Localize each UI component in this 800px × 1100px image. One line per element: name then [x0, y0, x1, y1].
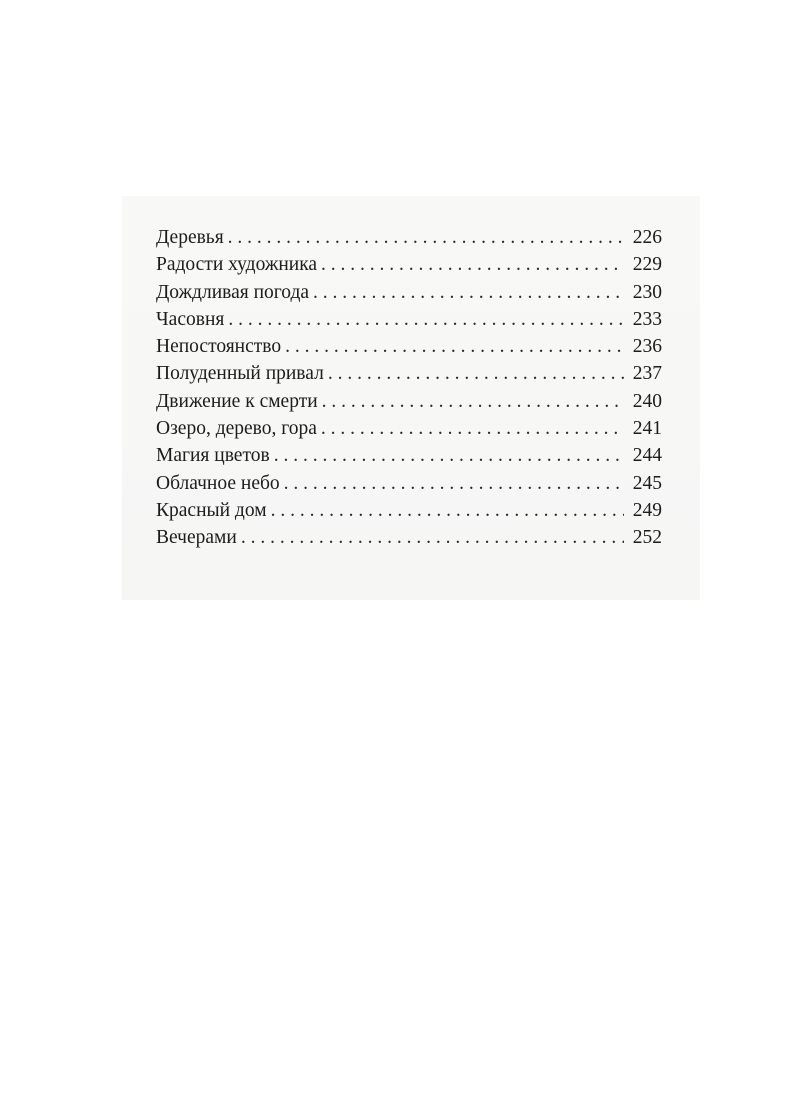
- toc-entry-page: 241: [632, 418, 662, 440]
- toc-entry: [156, 388, 662, 415]
- toc-entry-title: Деревья: [156, 227, 224, 248]
- dot-leader: [228, 224, 624, 251]
- toc-entry-page: 240: [632, 390, 662, 412]
- toc-entry-title: Непостоянство: [156, 336, 282, 358]
- toc-entry: [156, 224, 662, 251]
- dot-leader: [284, 470, 624, 497]
- toc-entry-page: 229: [632, 254, 662, 276]
- dot-leader: [228, 306, 624, 333]
- toc-entry-page: 245: [632, 472, 662, 494]
- toc-entry-page: 252: [632, 527, 662, 549]
- toc-entry-title: Полуденный привал: [156, 363, 324, 385]
- toc-entry-title: Красный дом: [156, 499, 267, 521]
- toc-entry-title: Дождливая погода: [156, 281, 310, 303]
- toc-entry-title: Движение к смерти: [156, 390, 318, 412]
- toc-entry-title: Радости художника: [156, 254, 318, 276]
- toc-entry-page: 249: [632, 499, 662, 521]
- toc-entry: [156, 360, 662, 387]
- toc-entry: [156, 251, 662, 278]
- toc-entry-title: Магия цветов: [156, 445, 270, 467]
- dot-leader: [328, 360, 624, 387]
- toc-entry: [156, 442, 662, 469]
- table-of-contents: [156, 224, 662, 552]
- dot-leader: [321, 415, 624, 442]
- toc-entry-page: 237: [632, 363, 662, 385]
- toc-entry-page: 226: [632, 227, 662, 248]
- toc-entry: [156, 279, 662, 306]
- toc-entry: [156, 497, 662, 524]
- dot-leader: [241, 524, 624, 551]
- dot-leader: [313, 279, 624, 306]
- toc-entry-page: 236: [632, 336, 662, 358]
- toc-entry: [156, 524, 662, 551]
- toc-entry-title: Вечерами: [156, 527, 237, 549]
- toc-entry-title: Часовня: [156, 308, 225, 330]
- toc-entry-title: Озеро, дерево, гора: [156, 418, 317, 440]
- dot-leader: [274, 442, 624, 469]
- toc-entry: [156, 470, 662, 497]
- dot-leader: [285, 333, 624, 360]
- dot-leader: [321, 251, 624, 278]
- toc-entry-title: Облачное небо: [156, 472, 280, 494]
- toc-entry-page: 230: [632, 281, 662, 303]
- dot-leader: [271, 497, 624, 524]
- toc-entry: [156, 306, 662, 333]
- toc-entry-page: 244: [632, 445, 662, 467]
- toc-entry-page: 233: [632, 308, 662, 330]
- dot-leader: [322, 388, 624, 415]
- toc-entry: [156, 415, 662, 442]
- toc-entry: [156, 333, 662, 360]
